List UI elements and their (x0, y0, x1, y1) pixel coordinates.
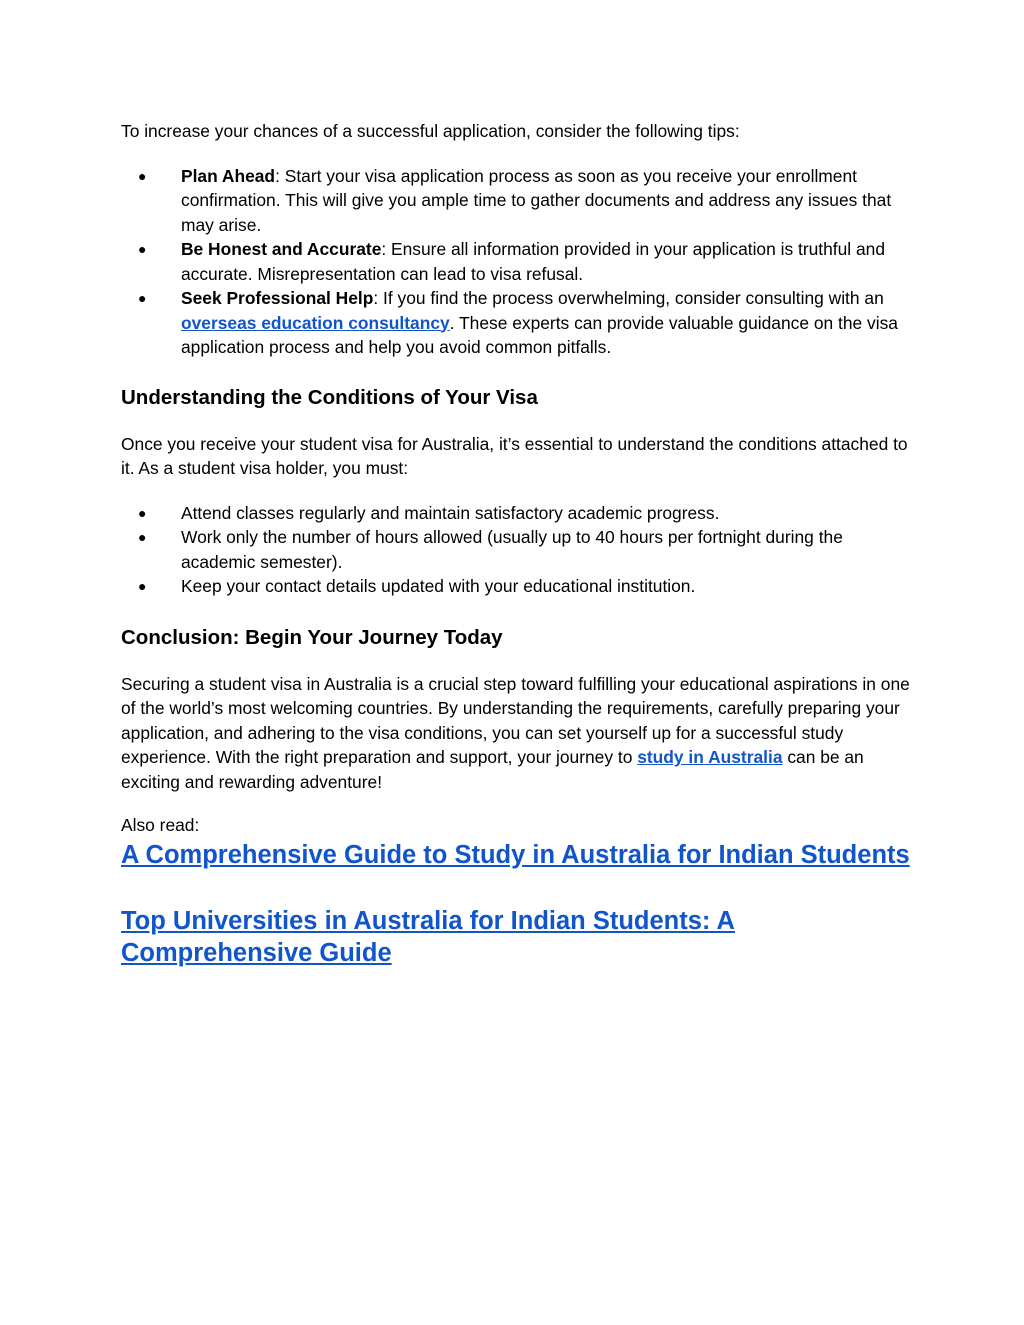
condition-text: Attend classes regularly and maintain satisfactory academic progress. (181, 502, 720, 523)
also-read-link-container (121, 905, 761, 969)
bullet-icon: ● (138, 504, 147, 521)
also-read-link-comprehensive-guide[interactable]: A Comprehensive Guide to Study in Australia for Indian Students (121, 840, 910, 869)
tip-text: . These experts can provide valuable guidance on the visa application process and help you avoid common pitfalls. (181, 312, 898, 357)
bullet-icon: ● (138, 578, 147, 594)
bullet-icon: ● (138, 529, 147, 545)
conclusion-text: Securing a student visa in Australia is a crucial step toward fulfilling your educational aspirations in one of the world’s most welcoming countries. By understanding the requirements, carefully preparing your application, and adhering to the visa conditions, you can set yourself up for a successful study experience. With the right preparation and support, your journey to (121, 673, 910, 767)
tip-text: : Ensure all information provided in your application is truthful and accurate. Misrepresentation can lead to visa refusal. (181, 239, 886, 284)
list-item (121, 525, 911, 574)
condition-text: Keep your contact details updated with your educational institution. (181, 576, 696, 596)
study-in-australia-link[interactable]: study in Australia (637, 747, 783, 767)
document-page (121, 119, 911, 969)
list-item (121, 286, 911, 360)
bullet-icon: ● (138, 167, 147, 184)
list-item (121, 164, 911, 238)
tip-text: : Start your visa application process as soon as you receive your enrollment confirmation. This will give you ample time to gather documents and address any issues that may arise. (181, 165, 892, 235)
tip-text: : If you find the process overwhelming, consider consulting with an (373, 288, 884, 308)
bullet-icon: ● (138, 290, 147, 306)
tips-list (121, 164, 911, 360)
also-read-label: Also read: (121, 815, 200, 835)
conclusion-paragraph (121, 672, 911, 795)
list-item (121, 574, 911, 599)
condition-text: Work only the number of hours allowed (usually up to 40 hours per fortnight during the academic semester). (181, 527, 843, 572)
also-read-link-top-universities[interactable]: Top Universities in Australia for Indian Students: A Comprehensive Guide (121, 906, 735, 967)
conditions-intro: Once you receive your student visa for Australia, it’s essential to understand the conditions attached to it. As a student visa holder, you must: (121, 433, 908, 478)
list-item (121, 237, 911, 286)
overseas-education-consultancy-link[interactable]: overseas education consultancy (181, 312, 450, 333)
list-item (121, 501, 911, 526)
bullet-icon: ● (138, 241, 147, 257)
conclusion-text: can be an exciting and rewarding adventure! (121, 747, 864, 792)
conclusion-heading: Conclusion: Begin Your Journey Today (121, 625, 503, 649)
tip-title: Seek Professional Help (181, 288, 374, 308)
tips-intro: To increase your chances of a successful application, consider the following tips: (121, 121, 740, 141)
tip-title: Be Honest and Accurate (181, 239, 382, 259)
conditions-heading: Understanding the Conditions of Your Visa (121, 385, 538, 409)
tip-title: Plan Ahead (181, 165, 276, 186)
also-read-link-container (121, 839, 911, 871)
conditions-list (121, 501, 911, 599)
